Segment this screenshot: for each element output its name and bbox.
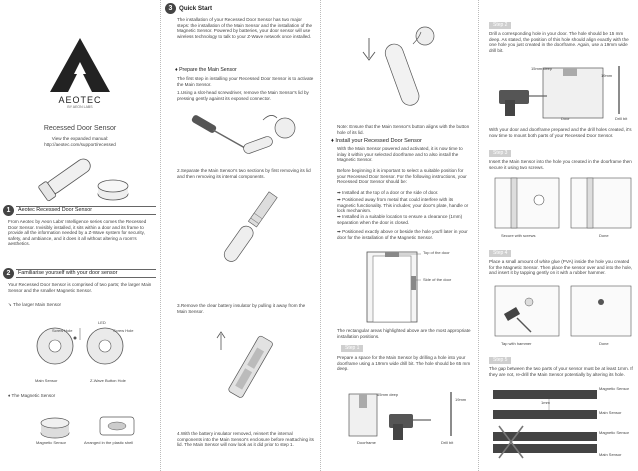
width-label: 19mm [455,397,467,402]
main-sensor-2-label: Main Sensor [599,452,622,457]
bullet-1: ➡ Installed at the top of a door or the side of door. [337,190,439,195]
column-cover [0,0,160,471]
door-label: Door [561,116,570,121]
door-width-label: 19mm [601,73,613,78]
larger-sensor-text: The larger Main Sensor [13,302,62,307]
arranged-label: Arranged in the plastic shell [84,440,134,445]
screw-hole-left-label: Screw Hole [52,328,73,333]
main-sensor-diagram [20,316,150,376]
side-of-door-label: Side of the door [423,277,452,282]
section-3-number: 3 [165,3,176,14]
column-install [320,0,478,471]
done-2-label: Done [599,341,609,346]
door-position-illustration [357,246,467,324]
screwdriver-lid-illustration [185,106,305,164]
step-1-tag: Step 1 [341,345,363,352]
hammer-illustration [491,282,636,340]
gap-label: 1mm [541,400,550,405]
magnetic-sensor-section-label: ♦ The Magnetic Sensor [8,393,56,398]
after-drill-text: With your door and doorframe prepared and the drill holes created, it's now time to mount both parts of your Recessed Door Sensor. [489,127,632,138]
aeotec-logo-icon [48,36,112,94]
door-drill-bit-label: Drill bit [615,116,628,121]
secure-label: Secure with screws [501,233,536,238]
prepare-heading-text: Prepare the Main Sensor [179,67,237,73]
rect-note: The rectangular areas highlighted above are the most appropriate installation positions. [337,328,471,339]
step-3-body: Insert the Main Sensor into the hole you created in the doorframe then secure it using two screws. [489,159,632,170]
step-2-text: 2.Separate the Main Sensor's two sections by first removing its lid and then removing its internal components. [177,168,311,179]
doorframe-label: Doorframe [357,440,376,445]
column-quick-start [160,0,320,471]
magnetic-sensor-diagram [20,405,150,445]
main-sensor-label: Main Sensor [35,378,58,383]
step-1-body: Prepare a space for the Main Sensor by drilling a hole into your doorframe using a 19mm wide drill bit. The hole should be 65 mm deep. [337,355,471,372]
bullet-1-text: Installed at the top of a door or the side of door. [342,190,439,195]
main-sensor-1-label: Main Sensor [599,410,622,415]
drill-bit-label: Drill bit [441,440,454,445]
button-hole-label: Z-Wave Button Hole [90,378,126,383]
step-5-body: The gap between the two parts of your sensor must be at least 1mm. If they are not, re-drill the Main Sensor potentially by altering its hole. [489,366,633,377]
install-heading-text: Install your Recessed Door Sensor [335,138,422,144]
step-3-text: 3.Remove the clear battery insulator by pulling it away from the Main Sensor. [177,303,306,314]
prepare-intro: The first step in installing your Recessed Door Sensor is to activate the Main Sensor. [177,76,314,87]
step-4-text: 4.With the battery insulator removed, reinsert the internal components into the Main Sensor's enclosure before reattaching its lid. The Main Sensor will now look as it did prior to step 1. [177,431,314,448]
manual-line1: View the expanded manual: [51,136,109,141]
section-1-body: From Aeotec by Aeon Labs' Intelligence series comes the Recessed Door Sensor. Invisibly installed, it sits within a door and its frame to provide all the information needed by a Z-Wave system for security, safety, and ambiance, and it does it all without altering a room's aesthetics. [8,219,147,247]
top-of-door-label: Top of the door [423,250,450,255]
section-1-title: Aeotec Recessed Door Sensor [16,206,156,215]
step-5-tag: Step 5 [489,357,511,364]
gap-diagram [489,384,599,468]
step-4-tag: Step 4 [489,250,511,257]
prepare-heading: ♦ Prepare the Main Sensor [175,67,237,73]
door-drill-illustration [489,60,634,120]
doorframe-drill-illustration [339,384,469,444]
product-title: Recessed Door Sensor [43,125,117,132]
reassembled-sensor-illustration [349,14,459,124]
bullet-2: ➡ Positioned away from metal that could interfere with its magnetic functionality. This includes; your door's plate, handle or lock mechanism. [337,197,469,214]
door-depth-label: 15mm deep [531,66,553,71]
column-steps [478,0,638,471]
done-1-label: Done [599,233,609,238]
quick-start-intro: The installation of your Recessed Door Sensor has two major steps: the installation of the Main Sensor and the installation of the Magnetic Sensor. Powered by batteries, your door sensor will use wireless technology to talk to your Z-Wave network once installed. [177,17,313,39]
install-intro: With the Main Sensor powered and activated, it is now time to inlay it within your selected doorframe and to also install the Magnetic Sensor. [337,146,463,163]
magnetic-sensor-2-label: Magnetic Sensor [599,430,630,435]
before-text: Before beginning it is important to select a suitable position for your Recessed Door Sensor. For the following instructions, your Recessed Door Sensor should be: [337,168,467,185]
section-2-number: 2 [3,268,14,279]
separate-sections-illustration [201,186,301,270]
step-2-tag: Step 2 [489,22,511,29]
brand-sub: BY AEON LABS [67,105,93,109]
door-sensor-illustration [25,150,135,210]
section-2-title: Familiarise yourself with your door sensor [16,269,156,278]
led-label: LED [98,320,106,325]
magnetic-sensor-label: Magnetic Sensor [36,440,67,445]
secure-screws-illustration [491,174,636,232]
bullet-4: ➡ Positioned exactly above or beside the hole you'll later in your door for the installation of the Magnetic Sensor. [337,229,468,240]
tap-label: Tap with hammer [501,341,532,346]
step-2-body: Drill a corresponding hole in your door. The hole should be 15 mm deep. As stated, the position of this hole should align exactly with the one hole you just created in the doorframe. Again, use a 19mm wide drill bit. [489,31,629,53]
note-text: Note: Ensure that the Main Sensor's button aligns with the button hole of its lid. [337,124,470,135]
step-3-tag: Step 3 [489,150,511,157]
battery-insulator-illustration [209,320,299,406]
larger-sensor-label: ➘ The larger Main Sensor [8,302,62,307]
magnetic-sensor-text: The Magnetic Sensor [11,393,56,398]
screw-hole-right-label: Screw Hole [113,328,134,333]
bullet-3: ➡ Installed in a suitable location to ensure a clearance (1mm) separation when the door is closed. [337,214,463,225]
step-4-body: Place a small amount of white glue (PVA) inside the hole you created for the Magnetic Sensor. Then place the sensor over and into the hole, and insert it by tapping gently on it with a rubber hammer. [489,259,633,276]
brand-name: AEOTEC [58,95,102,105]
manual-url[interactable]: http://aeotec.com/support/recessed [44,142,116,147]
depth-label: 65mm deep [377,392,399,397]
install-heading: ♦ Install your Recessed Door Sensor [331,138,422,144]
bullet-2-text: Positioned away from metal that could interfere with its magnetic functionality. This includes; your door's plate, handle or lock mechanism. [337,197,469,214]
section-2-body: Your Recessed Door Sensor is comprised of two parts; the larger Main Sensor and the smaller Magnetic Sensor. [8,282,152,293]
section-1-number: 1 [3,205,14,216]
step-1-text: 1.Using a slot-head screwdriver, remove the Main Sensor's lid by pressing gently against its exposed connector. [177,90,309,101]
magnetic-sensor-1-label: Magnetic Sensor [599,386,630,391]
bullet-3-text: Installed in a suitable location to ensure a clearance (1mm) separation when the door is closed. [337,214,463,225]
bullet-4-text: Positioned exactly above or beside the hole you'll later in your door for the installation of the Magnetic Sensor. [337,229,468,240]
quick-start-title: Quick Start [179,5,213,12]
